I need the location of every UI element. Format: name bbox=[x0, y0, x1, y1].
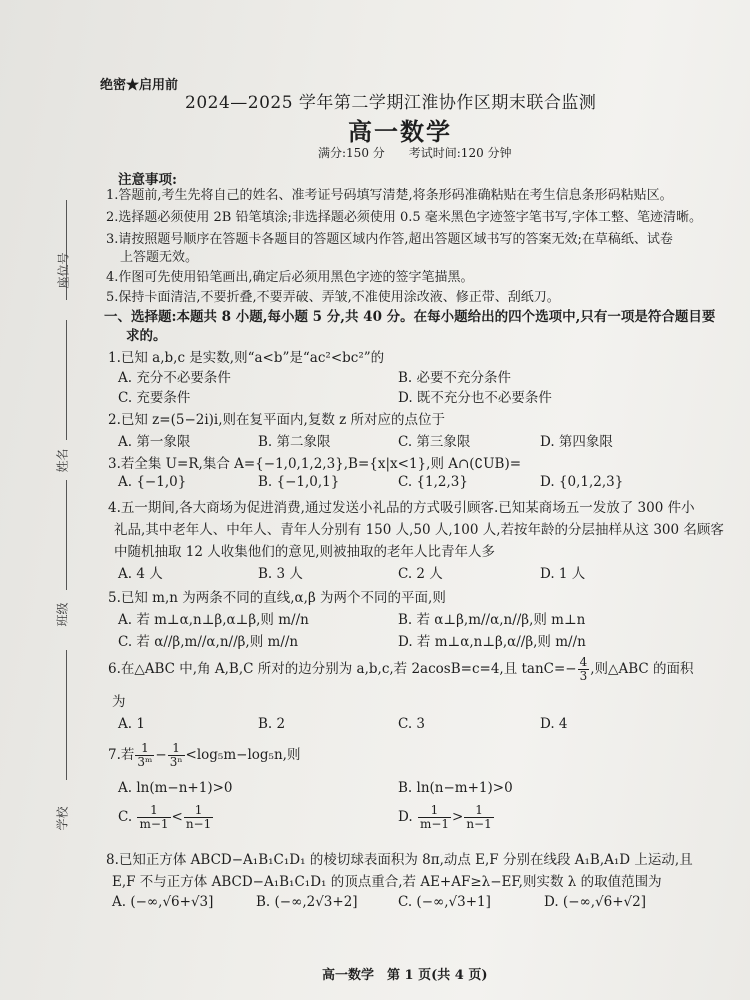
class-label: 班级 bbox=[55, 602, 70, 627]
q4-option-b: B. 3 人 bbox=[258, 566, 303, 582]
exam-meta: 满分:150 分 考试时间:120 分钟 bbox=[318, 146, 512, 160]
q6-option-a: A. 1 bbox=[118, 716, 145, 732]
q5-option-d: D. 若 m⊥α,n⊥β,α//β,则 m//n bbox=[398, 634, 586, 650]
section-title: 一、选择题:本题共 8 小题,每小题 5 分,共 40 分。在每小题给出的四个选项中,只有一项是符合题目要 bbox=[104, 309, 716, 325]
q6-stem bbox=[108, 656, 693, 683]
exam-title: 2024—2025 学年第二学期江淮协作区期末联合监测 bbox=[185, 93, 597, 113]
q7c-less-than: < bbox=[171, 809, 183, 825]
q4-stem-line2: 礼品,其中老年人、中年人、青年人分别有 150 人,50 人,100 人,若按年龄的分层抽样从这 300 名顾客 bbox=[114, 522, 724, 538]
section-title-cont: 求的。 bbox=[126, 328, 167, 344]
q1-option-b: B. 必要不充分条件 bbox=[398, 370, 512, 386]
q7d-f2-denominator: n−1 bbox=[466, 817, 492, 831]
q4-stem-line3: 中随机抽取 12 人收集他们的意见,则被抽取的老年人比青年人多 bbox=[114, 544, 496, 560]
q7-post: <log₅m−log₅n,则 bbox=[185, 747, 301, 763]
q2-option-a: A. 第一象限 bbox=[118, 434, 191, 450]
q7-option-c bbox=[118, 804, 214, 831]
q6-frac-numerator: 4 bbox=[579, 655, 588, 669]
q8-stem-line2: E,F 不与正方体 ABCD−A₁B₁C₁D₁ 的顶点重合,若 AE+AF≥λ−EF,则实数 λ 的取值范围为 bbox=[112, 874, 662, 890]
note-item: 4.作图可先使用铅笔画出,确定后必须用黑色字迹的签字笔描黑。 bbox=[106, 270, 474, 285]
q4-option-a: A. 4 人 bbox=[118, 566, 163, 582]
binding-line-school bbox=[66, 650, 67, 780]
q3-option-a: A. {−1,0} bbox=[118, 474, 187, 490]
q7-minus: − bbox=[155, 747, 167, 763]
q4-option-c: C. 2 人 bbox=[398, 566, 443, 582]
q2-stem: 2.已知 z=(5−2i)i,则在复平面内,复数 z 所对应的点位于 bbox=[108, 412, 446, 428]
q4-stem-line1: 4.五一期间,各大商场为促进消费,通过发送小礼品的方式吸引顾客.已知某商场五一发放了 300 件小 bbox=[108, 500, 695, 516]
q7-option-d-label: D. bbox=[398, 809, 413, 825]
q1-option-c: C. 充要条件 bbox=[118, 390, 191, 406]
binding-line-name bbox=[66, 320, 67, 440]
q8-option-c: C. (−∞,√3+1] bbox=[398, 894, 491, 910]
q7-fraction-2 bbox=[168, 742, 185, 769]
seat-label: 座位号 bbox=[56, 252, 71, 289]
q7c-f2-denominator: n−1 bbox=[185, 817, 212, 831]
q8-stem-line1: 8.已知正方体 ABCD−A₁B₁C₁D₁ 的棱切球表面积为 8π,动点 E,F 分别在线段 A₁B,A₁D 上运动,且 bbox=[106, 852, 693, 868]
q2-option-c: C. 第三象限 bbox=[398, 434, 471, 450]
q5-option-a: A. 若 m⊥α,n⊥β,α⊥β,则 m//n bbox=[118, 612, 309, 628]
q6-option-c: C. 3 bbox=[398, 716, 426, 732]
note-item: 1.答题前,考生先将自己的姓名、准考证号码填写清楚,将条形码准确粘贴在考生信息条形码粘贴区。 bbox=[106, 188, 673, 203]
q8-option-b: B. (−∞,2√3+2] bbox=[256, 894, 358, 910]
q8-option-d: D. (−∞,√6+√2] bbox=[544, 894, 647, 910]
q3-option-c: C. {1,2,3} bbox=[398, 474, 468, 490]
q7-option-c-frac-1 bbox=[137, 804, 170, 831]
school-label: 学校 bbox=[55, 806, 70, 831]
q7-option-b: B. ln(n−m+1)>0 bbox=[398, 780, 513, 796]
q7c-f2-numerator: 1 bbox=[184, 804, 213, 818]
q7c-f1-denominator: m−1 bbox=[139, 817, 169, 831]
secret-mark: 绝密★启用前 bbox=[100, 78, 179, 93]
q7d-f1-numerator: 1 bbox=[418, 804, 451, 818]
q1-stem: 1.已知 a,b,c 是实数,则“a<b”是“ac²<bc²”的 bbox=[108, 350, 385, 366]
q5-stem: 5.已知 m,n 为两条不同的直线,α,β 为两个不同的平面,则 bbox=[108, 590, 446, 606]
q7-frac2-denominator: 3ⁿ bbox=[169, 755, 183, 769]
q3-stem: 3.若全集 U=R,集合 A={−1,0,1,2,3},B={x|x<1},则 A∩(∁UB)= bbox=[108, 456, 522, 472]
q2-option-b: B. 第二象限 bbox=[258, 434, 331, 450]
q7-pre: 7.若 bbox=[108, 747, 135, 763]
note-item: 上答题无效。 bbox=[120, 250, 199, 265]
q6-fraction bbox=[578, 656, 590, 683]
q1-option-d: D. 既不充分也不必要条件 bbox=[398, 390, 552, 406]
q7-option-c-label: C. bbox=[118, 809, 133, 825]
q7-option-c-frac-2 bbox=[184, 804, 213, 831]
q7-option-a: A. ln(m−n+1)>0 bbox=[118, 780, 233, 796]
q7-frac2-numerator: 1 bbox=[168, 742, 185, 756]
q3-option-d: D. {0,1,2,3} bbox=[540, 474, 624, 490]
q6-stem-line2: 为 bbox=[112, 694, 126, 710]
q6-frac-denominator: 3 bbox=[579, 669, 588, 683]
page-footer: 高一数学 第 1 页(共 4 页) bbox=[322, 968, 488, 983]
binding-line-class bbox=[66, 480, 67, 590]
q7-option-d-frac-1 bbox=[418, 804, 451, 831]
note-item: 5.保持卡面清洁,不要折叠,不要弄破、弄皱,不准使用涂改液、修正带、刮纸刀。 bbox=[106, 290, 560, 305]
notes-title: 注意事项: bbox=[118, 172, 177, 188]
subject-title: 高一数学 bbox=[348, 117, 452, 146]
q7-frac1-denominator: 3ᵐ bbox=[137, 755, 153, 769]
q3-option-b: B. {−1,0,1} bbox=[258, 474, 340, 490]
note-item: 3.请按照题号顺序在答题卡各题目的答题区域内作答,超出答题区域书写的答案无效;在草稿纸、试卷 bbox=[106, 232, 673, 247]
q6-stem-post: ,则△ABC 的面积 bbox=[590, 661, 694, 677]
name-label: 姓名 bbox=[55, 448, 70, 473]
q7-stem bbox=[108, 742, 300, 769]
q7d-f2-numerator: 1 bbox=[464, 804, 493, 818]
q7-fraction-1 bbox=[135, 742, 154, 769]
q7-option-d-frac-2 bbox=[464, 804, 493, 831]
q8-option-a: A. (−∞,√6+√3] bbox=[112, 894, 214, 910]
q5-option-c: C. 若 α//β,m//α,n//β,则 m//n bbox=[118, 634, 299, 650]
q4-option-d: D. 1 人 bbox=[540, 566, 586, 582]
q1-option-a: A. 充分不必要条件 bbox=[118, 370, 231, 386]
q5-option-b: B. 若 α⊥β,m//α,n//β,则 m⊥n bbox=[398, 612, 586, 628]
q7-frac1-numerator: 1 bbox=[135, 742, 154, 756]
q7-option-d bbox=[398, 804, 495, 831]
q2-option-d: D. 第四象限 bbox=[540, 434, 613, 450]
q7c-f1-numerator: 1 bbox=[137, 804, 170, 818]
q6-option-d: D. 4 bbox=[540, 716, 568, 732]
q7d-greater-than: > bbox=[452, 809, 464, 825]
q6-option-b: B. 2 bbox=[258, 716, 286, 732]
q7d-f1-denominator: m−1 bbox=[419, 817, 450, 831]
q6-stem-pre: 6.在△ABC 中,角 A,B,C 所对的边分别为 a,b,c,若 2acosB=c=4,且 tanC=− bbox=[108, 661, 577, 677]
note-item: 2.选择题必须使用 2B 铅笔填涂;非选择题必须使用 0.5 毫米黑色字迹签字笔书写,字体工整、笔迹清晰。 bbox=[106, 210, 702, 225]
